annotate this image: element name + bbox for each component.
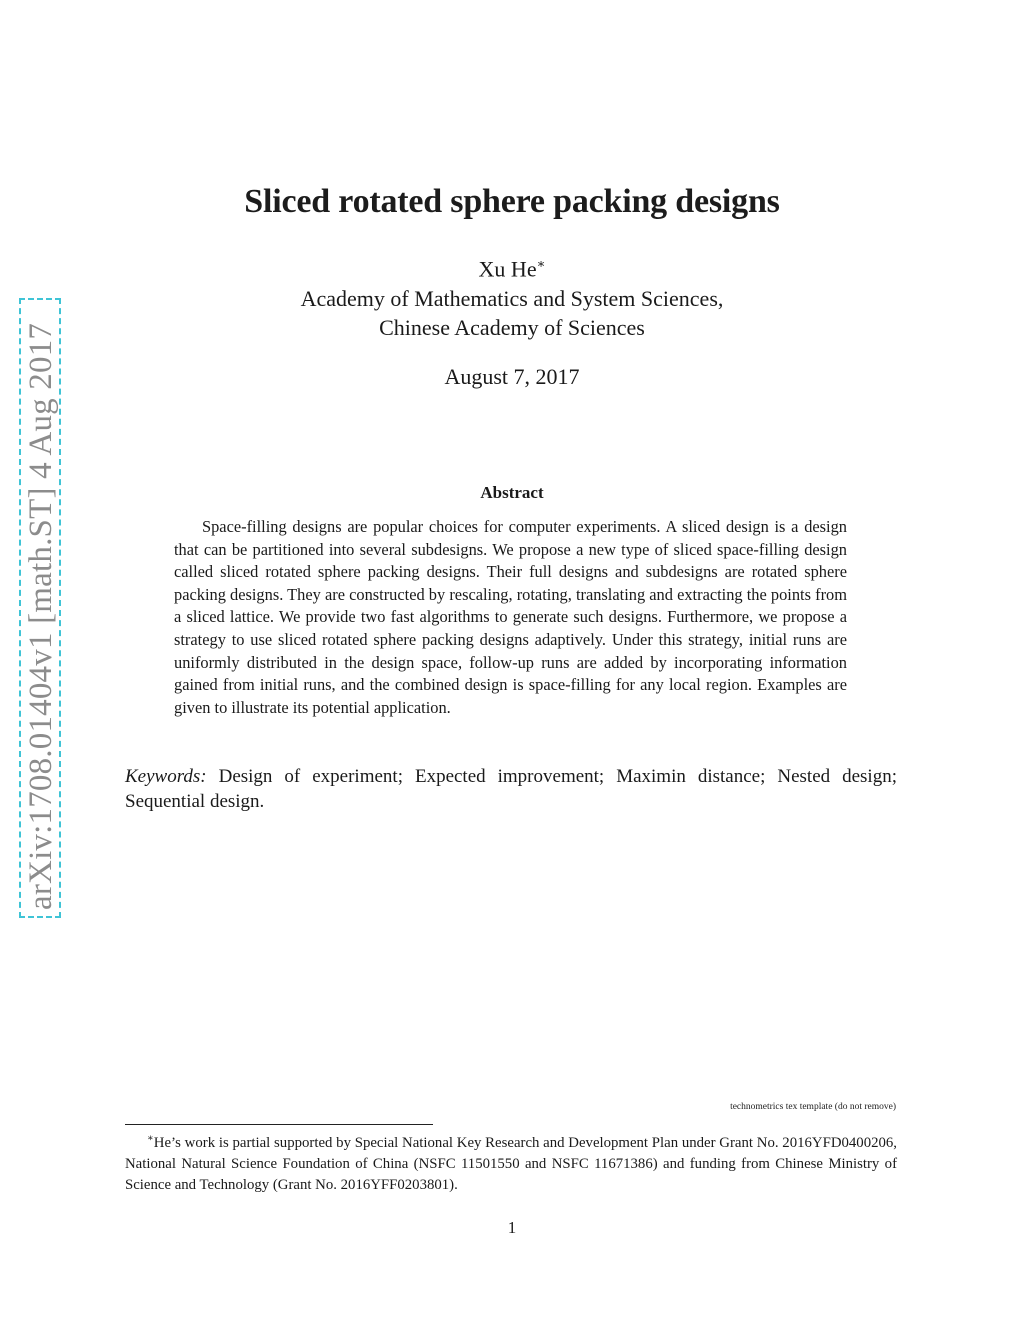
- keywords-label: Keywords:: [125, 766, 207, 787]
- affiliation-line-2: Chinese Academy of Sciences: [379, 315, 645, 340]
- keywords-text: Design of experiment; Expected improvement; Maximin distance; Nested design; Sequential design.: [125, 766, 897, 812]
- abstract-text: Space-filling designs are popular choices for computer experiments. A sliced design is a design that can be partitioned into several subdesigns. We propose a new type of sliced space-filling design called sliced rotated sphere packing designs. Their full designs and subdesigns are rotated sphere packing designs. They are constructed by rescaling, rotating, translating and extracting the points from a sliced lattice. We provide two fast algorithms to generate such designs. Furthermore, we propose a strategy to use sliced rotated sphere packing designs adaptively. Under this strategy, initial runs are uniformly distributed in the design space, follow-up runs are added by incorporating information gained from initial runs, and the combined design is space-filling for any local region. Examples are given to illustrate its potential application.: [174, 517, 847, 717]
- paper-title: Sliced rotated sphere packing designs: [244, 183, 780, 220]
- paper-date: August 7, 2017: [444, 364, 580, 389]
- footnote-mark: ∗: [147, 1133, 154, 1144]
- arxiv-identifier: arXiv:1708.01404v1 [math.ST] 4 Aug 2017: [23, 322, 59, 910]
- affiliation-line-1: Academy of Mathematics and System Sciences,: [300, 286, 724, 311]
- footnote-rule: [125, 1124, 433, 1125]
- abstract-heading: Abstract: [480, 483, 544, 502]
- keywords-paragraph: [125, 764, 897, 814]
- author-line: [0, 256, 1024, 282]
- footnote: [125, 1128, 897, 1196]
- template-note: technometrics tex template (do not remove): [730, 1102, 896, 1112]
- page-number: 1: [507, 1218, 517, 1237]
- author-footnote-mark: ∗: [536, 256, 546, 271]
- author-name: Xu He: [478, 256, 537, 282]
- footnote-text: He’s work is partial supported by Special National Key Research and Development Plan under Grant No. 2016YFD0400206, National Natural Science Foundation of China (NSFC 11501550 and NSFC 11671386) and funding from Chinese Ministry of Science and Technology (Grant No. 2016YFF0203801).: [125, 1134, 897, 1193]
